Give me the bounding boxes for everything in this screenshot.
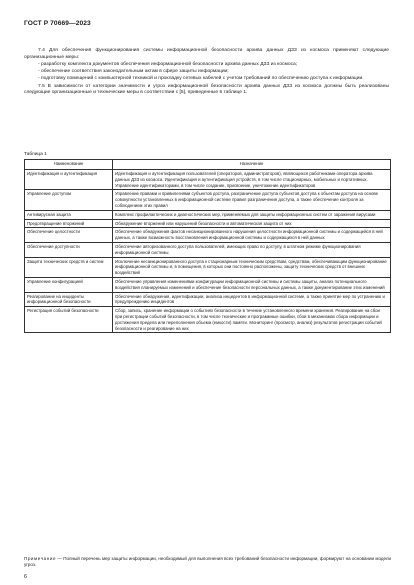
table-row (25, 190, 391, 210)
table-note (24, 556, 391, 569)
measure-purpose: Комплекс профилактических и диагностических мер, применяемых для защиты информационных систем от заражения вирусами (113, 210, 391, 219)
table-row (25, 277, 391, 292)
measure-purpose: Исключение несанкционированного доступа к стационарным техническим средствам, средствам, обеспечивающим функционирование информационной системы и, в помещения, в которых они постоянно расположены, защиту технических средств от внешних воздействий (113, 257, 391, 277)
intro-section (24, 48, 389, 97)
measure-purpose: Обеспечение обнаружения фактов несанкционированного нарушения целостности информационной системы и содержащейся в ней данных, а также возможность восстановления информационной системы и содержащихся в ней данных (113, 228, 391, 243)
measure-name: Реагирование на инциденты информационной безопасности (25, 292, 113, 307)
table-row (25, 228, 391, 243)
measure-name: Предотвращение вторжений (25, 219, 113, 228)
table-row (25, 307, 391, 333)
column-header-name: Наименование (25, 160, 113, 170)
paragraph-7-4: 7.4 Для обеспечения функционирования системы информационной безопасности архива данных ДЗЗ из космоса применяют следующие организационные меры: (24, 48, 389, 60)
measure-name: Управление конфигурацией (25, 277, 113, 292)
measure-name: Антивирусная защита (25, 210, 113, 219)
measures-table (24, 159, 391, 333)
measure-purpose: Обеспечение управления изменениями конфигурации информационной системы и системы защиты, анализ потенциального воздействия планируемых изменений и обеспечение безопасности персональных данных, а также документирование этих изменений (113, 277, 391, 292)
table-row (25, 242, 391, 257)
measure-name: Обеспечение доступности (25, 242, 113, 257)
note-label: Примечание (24, 556, 57, 561)
measure-purpose: Обнаружение вторжений или нарушений безопасности и автоматическая защита от них (113, 219, 391, 228)
measure-purpose: Идентификация и аутентификация пользователей (операторов, администраторов), являющихся работниками оператора архива данных ДЗЗ из космоса. Идентификация и аутентификация устройств, в том числе стационарных, мобильных и портативных. Управление идентификаторами, в том числе создание, присвоение, уничтожение идентификаторов (113, 170, 391, 190)
measure-name: Идентификация и аутентификация (25, 170, 113, 190)
table-row (25, 292, 391, 307)
table-row (25, 210, 391, 219)
measure-purpose: Обеспечение авторизованного доступа пользователей, имеющих право по доступу, в штатном режиме функционирования информационной системы (113, 242, 391, 257)
list-item: - обеспечение соответствия законодательным актам в сфере защиты информации; (38, 68, 229, 74)
table-row (25, 170, 391, 190)
table-row (25, 257, 391, 277)
note-text: — Полный перечень мер защиты информации, необходимый для выполнения всех требований безопасности информации, формируют на основании модели угроз. (24, 556, 391, 568)
document-code: ГОСТ Р 70669—2023 (24, 20, 91, 27)
measure-name: Защита технических средств и систем (25, 257, 113, 277)
measure-purpose: Обеспечение обнаружения, идентификации, анализа инцидентов в информационной системе, а также принятие мер по устранению и предупреждению инцидентов (113, 292, 391, 307)
list-item: - подготовку помещений с компьютерной техникой и прокладку сетевых кабелей с учетом требований по обеспечению доступа к информации. (38, 75, 364, 81)
measure-purpose: Сбор, запись, хранение информации о событиях безопасности в течение установленного времени хранения. Реагирование на сбои при регистрации событий безопасности, в том числе технические и программные ошибки, сбои в механизмах сбора информации и достижения предела или переполнения объема (емкости) памяти. Мониторинг (просмотр, анализ) результатов регистрации событий безопасности и реагирование на них (113, 307, 391, 333)
table-caption: Таблица 1 (24, 152, 47, 157)
measure-purpose: Управление правами и привилегиями субъектов доступа, разграничение доступа субъектов доступа к объектам доступа на основе совокупности установленных в информационной системе правил разграничения доступа, а также обеспечение контроля за соблюдением этих правил (113, 190, 391, 210)
measure-name: Управление доступом (25, 190, 113, 210)
page-number: 6 (24, 574, 27, 580)
column-header-purpose: Назначение (113, 160, 391, 170)
paragraph-7-5: 7.5 В зависимости от категории значимости и угроз информационной безопасности архива данных ДЗЗ из космоса должны быть реализованы следующие организационные и технические меры в соответствии с [5], приведенные в таблице 1. (24, 83, 389, 96)
measure-name: Регистрация событий безопасности (25, 307, 113, 333)
list-item: - разработку комплекта документов обеспечения информационной безопасности архива данных ДЗЗ из космоса; (38, 61, 298, 67)
table-header-row (25, 160, 391, 170)
table-row (25, 219, 391, 228)
measure-name: Обеспечение целостности (25, 228, 113, 243)
